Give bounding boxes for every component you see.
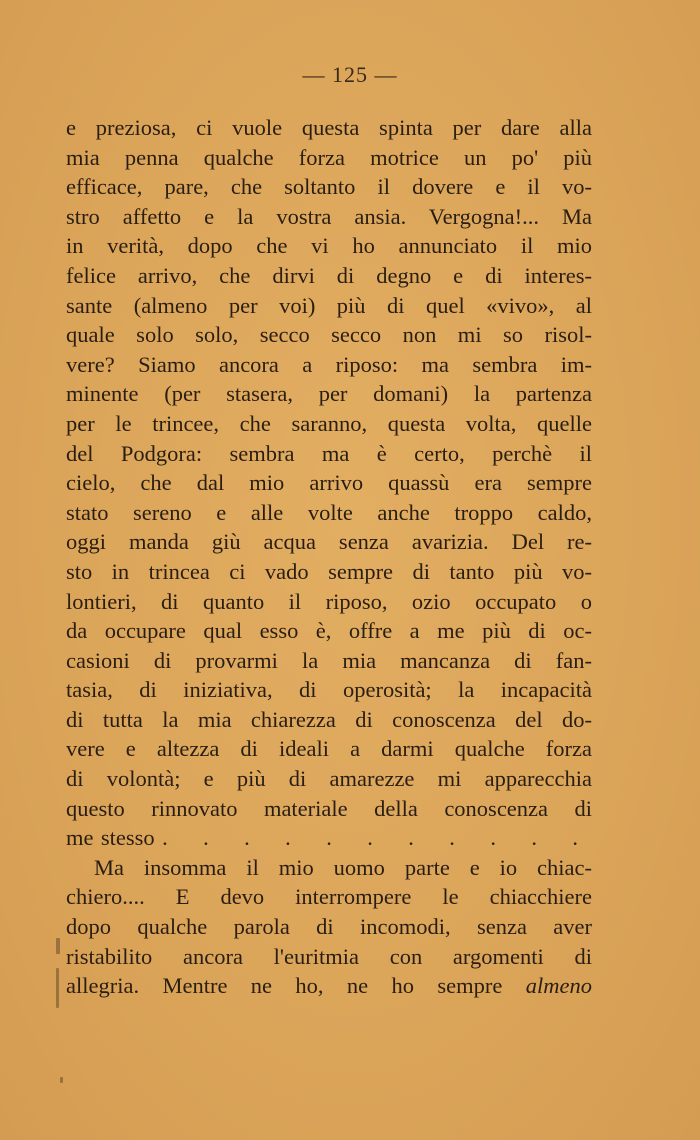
text-line: dopo qualche parola di incomodi, senza aver (66, 914, 592, 940)
text-line: oggi manda giù acqua senza avarizia. Del re- (66, 529, 592, 555)
text-line: di volontà; e più di amarezze mi apparecchia (66, 766, 592, 792)
text-line: questo rinnovato materiale della conoscenza di (66, 795, 592, 821)
text-line: tasia, di iniziativa, di operosità; la incapacità (66, 677, 592, 703)
text-line: Ma insomma il mio uomo parte e io chiac- (94, 854, 592, 880)
paragraph-2 (66, 853, 592, 1001)
text-line: del Podgora: sembra ma è certo, perchè il (66, 440, 592, 466)
text-line: mia penna qualche forza motrice un po' più (66, 144, 592, 170)
text-line: chiero.... E devo interrompere le chiacchiere (66, 884, 592, 910)
text-line: e preziosa, ci vuole questa spinta per dare alla (66, 115, 592, 140)
text-line-last-start: allegria. Mentre ne ho, ne ho sempre (66, 973, 503, 999)
text-line: minente (per stasera, per domani) la partenza (66, 381, 592, 407)
text-line-end (66, 823, 592, 853)
text-line: sto in trincea ci vado sempre di tanto più vo- (66, 558, 592, 584)
text-line: per le trincee, che saranno, questa volta, quelle (66, 410, 592, 436)
text-line: sante (almeno per voi) più di quel «vivo», al (66, 292, 592, 318)
paragraph-1 (66, 113, 592, 853)
text-line: efficace, pare, che soltanto il dovere e il vo- (66, 174, 592, 200)
text-line: di tutta la mia chiarezza di conoscenza del do- (66, 706, 592, 732)
text-line: quale solo solo, secco secco non mi so risol- (66, 322, 592, 348)
ink-mark (56, 938, 60, 954)
text-line: stato sereno e alle volte anche troppo caldo, (66, 499, 592, 525)
text-line: felice arrivo, che dirvi di degno e di interes- (66, 262, 592, 288)
ink-mark (56, 968, 59, 1008)
ellipsis-dots: . . . . . . . . . . . (162, 825, 592, 851)
text-line: in verità, dopo che vi ho annunciato il mio (66, 233, 592, 259)
page-number: — 125 — (302, 62, 398, 87)
text-line: vere e altezza di ideali a darmi qualche forza (66, 736, 592, 762)
text-line-end-words: me stesso (66, 825, 155, 851)
text-line: cielo, che dal mio arrivo quassù era sempre (66, 470, 592, 496)
italic-word: almeno (525, 973, 592, 999)
text-line-last (66, 971, 592, 1001)
text-line: casioni di provarmi la mia mancanza di fan- (66, 647, 592, 673)
text-line: da occupare qual esso è, offre a me più di oc- (66, 618, 592, 644)
text-line: vere? Siamo ancora a riposo: ma sembra im- (66, 351, 592, 377)
body-text (66, 113, 592, 1001)
ink-speck (60, 1077, 63, 1083)
text-line: stro affetto e la vostra ansia. Vergogna!... Ma (66, 203, 592, 229)
text-line: ristabilito ancora l'euritmia con argomenti di (66, 943, 592, 969)
text-line: lontieri, di quanto il riposo, ozio occupato o (66, 588, 592, 614)
